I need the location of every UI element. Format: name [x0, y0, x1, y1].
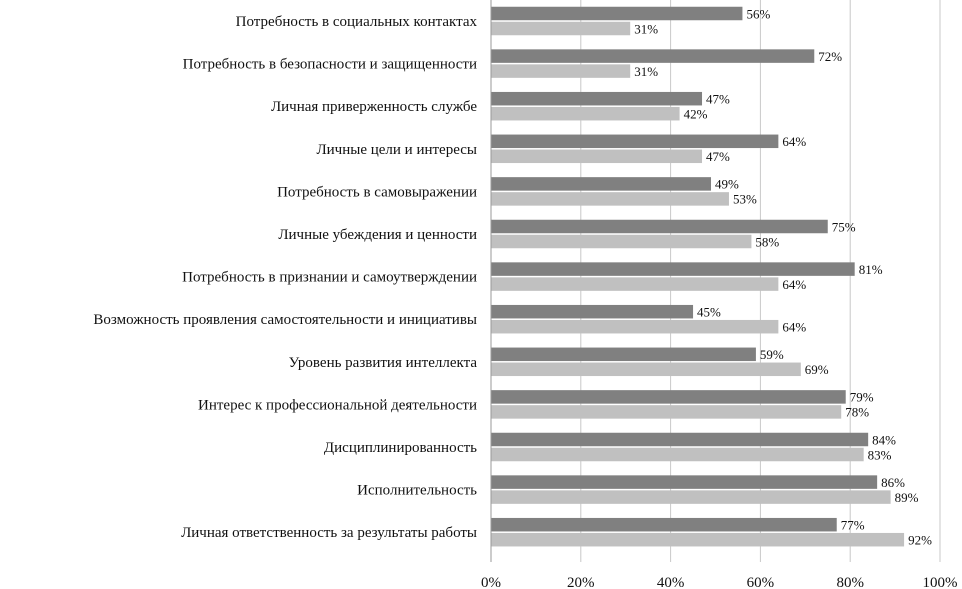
bar-series-2 [491, 150, 702, 164]
category-label: Исполнительность [357, 482, 477, 499]
bar-series-1 [491, 177, 711, 191]
bar-series-2 [491, 235, 751, 249]
bar-series-2 [491, 64, 630, 78]
bar-series-2 [491, 490, 891, 504]
category-label: Потребность в социальных контактах [235, 14, 477, 30]
x-tick-label: 80% [836, 575, 864, 589]
bar-series-2 [491, 448, 864, 462]
x-tick-label: 0% [481, 575, 501, 589]
data-label: 64% [782, 134, 807, 150]
data-label: 59% [759, 347, 784, 363]
category-label: Потребность в признании и самоутверждении [182, 269, 477, 286]
category-label: Возможность проявления самостоятельности и инициативы [93, 312, 477, 329]
bar-series-1 [491, 7, 742, 21]
data-label: 77% [840, 517, 865, 533]
bars-layer [491, 7, 904, 547]
data-label: 31% [634, 63, 659, 79]
x-tick-label: 60% [746, 575, 775, 589]
category-label: Личная приверженность службе [270, 99, 477, 116]
bar-series-1 [491, 475, 877, 489]
data-label: 79% [849, 389, 874, 405]
data-label: 86% [881, 474, 905, 490]
category-label: Интерес к профессиональной деятельности [198, 397, 477, 414]
data-label: 78% [845, 404, 870, 420]
bar-series-1 [491, 49, 814, 63]
data-label: 72% [818, 48, 843, 64]
category-label: Потребность в безопасности и защищенности [182, 56, 477, 73]
bar-series-2 [491, 363, 801, 377]
data-label: 45% [697, 304, 721, 320]
bar-series-1 [491, 390, 846, 404]
x-tick-label: 20% [567, 575, 595, 589]
data-label: 31% [634, 21, 659, 37]
data-label: 58% [755, 234, 780, 250]
data-label: 89% [894, 489, 919, 505]
data-label: 56% [746, 6, 771, 22]
data-label: 83% [867, 447, 892, 463]
data-label: 49% [715, 176, 739, 192]
bar-series-2 [491, 192, 729, 206]
bar-series-1 [491, 518, 837, 532]
bar-series-2 [491, 533, 904, 547]
bar-series-1 [491, 433, 868, 447]
data-label: 53% [732, 191, 757, 207]
category-label: Потребность в самовыражении [277, 184, 477, 201]
bar-series-2 [491, 277, 778, 291]
bar-series-1 [491, 92, 702, 106]
category-label: Дисциплинированность [323, 440, 477, 456]
data-label: 64% [782, 319, 807, 335]
x-tick-label: 40% [656, 575, 685, 589]
category-label: Уровень развития интеллекта [288, 354, 477, 371]
data-label: 42% [683, 106, 708, 122]
data-label: 92% [908, 532, 932, 548]
data-label: 69% [804, 362, 829, 378]
category-label: Личная ответственность за результаты работы [181, 525, 477, 542]
bar-series-2 [491, 405, 841, 419]
bar-series-2 [491, 107, 680, 121]
data-label: 64% [782, 276, 807, 292]
bar-series-1 [491, 305, 693, 319]
x-tick-label: 100% [922, 575, 958, 589]
data-label: 47% [706, 149, 730, 165]
bar-series-1 [491, 135, 778, 149]
data-label: 75% [831, 219, 856, 235]
data-label: 84% [872, 432, 897, 448]
bar-series-1 [491, 262, 855, 276]
bar-series-1 [491, 220, 828, 234]
labels-layer [93, 6, 932, 547]
bar-series-2 [491, 320, 778, 334]
bar-series-1 [491, 348, 756, 362]
data-label: 47% [706, 91, 730, 107]
data-label: 81% [858, 261, 883, 277]
category-label: Личные цели и интересы [316, 141, 477, 158]
category-label: Личные убеждения и ценности [278, 227, 477, 243]
bar-series-2 [491, 22, 630, 36]
